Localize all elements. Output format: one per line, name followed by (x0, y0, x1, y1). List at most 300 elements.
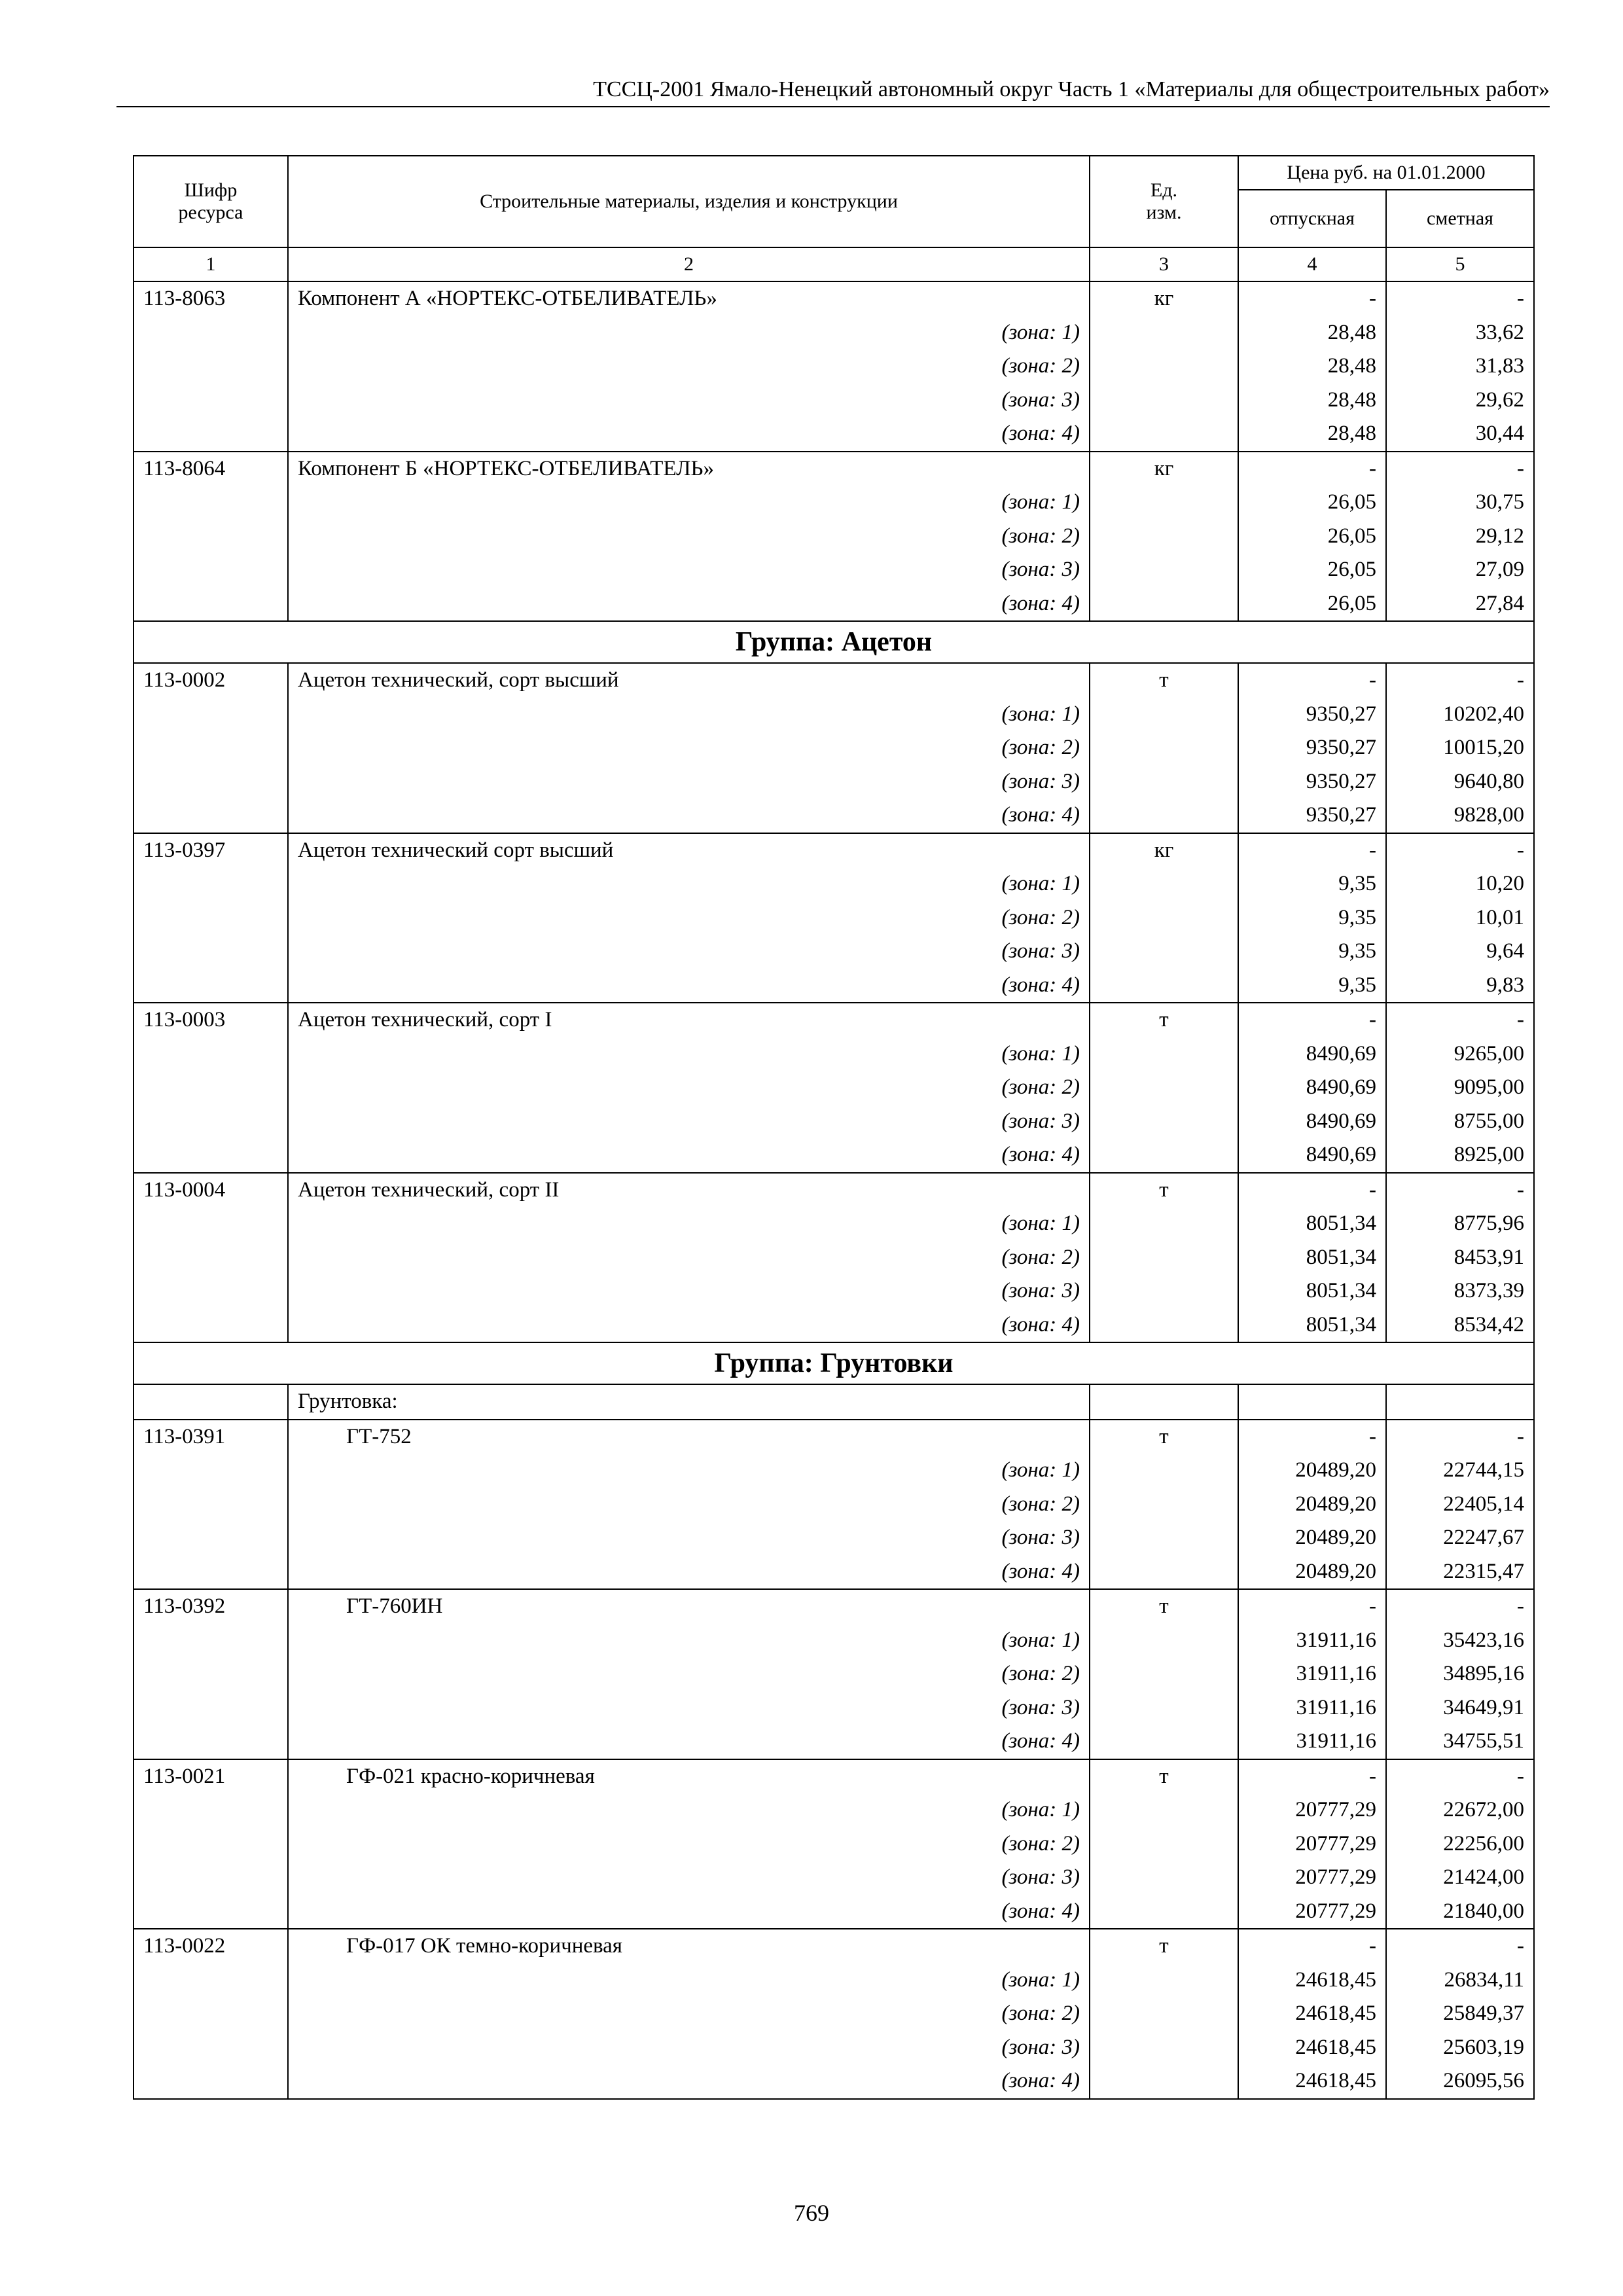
release-price: 9,35 (1238, 935, 1386, 969)
release-price: - (1238, 1173, 1386, 1208)
group-heading: Группа: Ацетон (134, 621, 1534, 663)
resource-code: 113-0397 (134, 833, 288, 868)
estimate-price: 26834,11 (1386, 1964, 1534, 1998)
cell-unit (1090, 1691, 1238, 1725)
zone-label: (зона: 2) (288, 520, 1090, 554)
cell-code (134, 1725, 288, 1759)
release-price: 24618,45 (1238, 1997, 1386, 2031)
cell-unit (1090, 1308, 1238, 1343)
estimate-price: - (1386, 1003, 1534, 1037)
unit-of-measure: т (1090, 663, 1238, 698)
cell-unit (1090, 1384, 1238, 1420)
table-row (134, 1003, 1534, 1037)
release-price: 8051,34 (1238, 1308, 1386, 1343)
cell-code (134, 1207, 288, 1241)
material-name: Ацетон технический, сорт высший (288, 663, 1090, 698)
resource-code: 113-8064 (134, 452, 288, 486)
zone-label: (зона: 4) (288, 798, 1090, 833)
header-price: Цена руб. на 01.01.2000 (1238, 156, 1534, 190)
zone-row (134, 1274, 1534, 1308)
cell-unit (1090, 350, 1238, 384)
estimate-price: 25849,37 (1386, 1997, 1534, 2031)
estimate-price: - (1386, 663, 1534, 698)
cell-unit (1090, 901, 1238, 935)
material-name: Ацетон технический сорт высший (288, 833, 1090, 868)
estimate-price: 22744,15 (1386, 1454, 1534, 1488)
estimate-price: 8755,00 (1386, 1105, 1534, 1139)
cell-code (134, 1308, 288, 1343)
estimate-price: 8534,42 (1386, 1308, 1534, 1343)
estimate-price: 10,01 (1386, 901, 1534, 935)
zone-label: (зона: 2) (288, 1997, 1090, 2031)
cell-unit (1090, 731, 1238, 765)
table-row (134, 1929, 1534, 1964)
group-heading-row (134, 1342, 1534, 1384)
zone-label: (зона: 4) (288, 969, 1090, 1003)
estimate-price: 10202,40 (1386, 698, 1534, 732)
estimate-price: 35423,16 (1386, 1624, 1534, 1658)
estimate-price: 9095,00 (1386, 1071, 1534, 1105)
zone-row (134, 1521, 1534, 1555)
zone-row (134, 867, 1534, 901)
estimate-price: 27,09 (1386, 553, 1534, 587)
zone-label: (зона: 2) (288, 1241, 1090, 1275)
zone-row (134, 1691, 1534, 1725)
cell-code (134, 1861, 288, 1895)
zone-label: (зона: 2) (288, 901, 1090, 935)
cell-unit (1090, 1895, 1238, 1929)
release-price: - (1238, 281, 1386, 316)
cell-unit (1090, 698, 1238, 732)
zone-label: (зона: 2) (288, 731, 1090, 765)
release-price: - (1238, 1589, 1386, 1624)
zone-row (134, 765, 1534, 799)
resource-code: 113-0002 (134, 663, 288, 698)
resource-code: 113-8063 (134, 281, 288, 316)
cell-code (134, 1997, 288, 2031)
cell-unit (1090, 765, 1238, 799)
release-price: 8051,34 (1238, 1241, 1386, 1275)
table-row (134, 452, 1534, 486)
release-price: 31911,16 (1238, 1657, 1386, 1691)
zone-row (134, 316, 1534, 350)
release-price: 9350,27 (1238, 765, 1386, 799)
release-price: 26,05 (1238, 520, 1386, 554)
header-release: отпускная (1238, 190, 1386, 247)
cell-unit (1090, 969, 1238, 1003)
estimate-price: 33,62 (1386, 316, 1534, 350)
table-row (134, 663, 1534, 698)
zone-label: (зона: 4) (288, 417, 1090, 452)
estimate-price: 30,75 (1386, 486, 1534, 520)
cell-unit (1090, 1793, 1238, 1827)
release-price: 31911,16 (1238, 1624, 1386, 1658)
table-body (134, 281, 1534, 2099)
release-price: 28,48 (1238, 384, 1386, 418)
unit-of-measure: кг (1090, 833, 1238, 868)
resource-code: 113-0391 (134, 1420, 288, 1454)
cell-unit (1090, 1071, 1238, 1105)
release-price: 9,35 (1238, 901, 1386, 935)
cell-unit (1090, 1827, 1238, 1861)
estimate-price: - (1386, 1929, 1534, 1964)
release-price: 24618,45 (1238, 2031, 1386, 2065)
zone-row (134, 1138, 1534, 1173)
material-name: Компонент Б «НОРТЕКС-ОТБЕЛИВАТЕЛЬ» (288, 452, 1090, 486)
header-name: Строительные материалы, изделия и конструкции (288, 156, 1090, 247)
cell-code (134, 935, 288, 969)
cell-code (134, 1827, 288, 1861)
table-row (134, 1759, 1534, 1794)
zone-row (134, 553, 1534, 587)
resource-code: 113-0022 (134, 1929, 288, 1964)
table-row (134, 1173, 1534, 1208)
resource-code: 113-0392 (134, 1589, 288, 1624)
cell-unit (1090, 1454, 1238, 1488)
zone-label: (зона: 3) (288, 2031, 1090, 2065)
cell-code (134, 2031, 288, 2065)
release-price: 26,05 (1238, 486, 1386, 520)
cell-code (134, 553, 288, 587)
zone-row (134, 1793, 1534, 1827)
zone-row (134, 1454, 1534, 1488)
cell-unit (1090, 553, 1238, 587)
estimate-price: - (1386, 1420, 1534, 1454)
cell-unit (1090, 1624, 1238, 1658)
estimate-price: 34649,91 (1386, 1691, 1534, 1725)
cell-code (134, 1488, 288, 1522)
release-price: 8490,69 (1238, 1138, 1386, 1173)
zone-row (134, 901, 1534, 935)
estimate-price: 26095,56 (1386, 2064, 1534, 2099)
estimate-price: 22672,00 (1386, 1793, 1534, 1827)
estimate-price: 8925,00 (1386, 1138, 1534, 1173)
zone-row (134, 935, 1534, 969)
zone-row (134, 1725, 1534, 1759)
page-header: ТССЦ-2001 Ямало-Ненецкий автономный округ Часть 1 «Материалы для общестроительных работ» (593, 77, 1550, 101)
release-price: 9350,27 (1238, 731, 1386, 765)
cell-code (134, 969, 288, 1003)
cell-code (134, 1657, 288, 1691)
estimate-price: 9265,00 (1386, 1037, 1534, 1071)
release-price: 9,35 (1238, 969, 1386, 1003)
cell-code (134, 486, 288, 520)
page-number: 769 (794, 2200, 829, 2226)
table-row (134, 833, 1534, 868)
release-price: - (1238, 833, 1386, 868)
zone-label: (зона: 1) (288, 486, 1090, 520)
material-name: ГФ-017 ОК темно-коричневая (288, 1929, 1090, 1964)
zone-label: (зона: 1) (288, 1454, 1090, 1488)
cell-code (134, 1071, 288, 1105)
zone-label: (зона: 2) (288, 1488, 1090, 1522)
unit-of-measure: т (1090, 1589, 1238, 1624)
estimate-price: - (1386, 1173, 1534, 1208)
cell-code (134, 1964, 288, 1998)
estimate-price: 10,20 (1386, 867, 1534, 901)
zone-row (134, 1555, 1534, 1590)
estimate-price: 8453,91 (1386, 1241, 1534, 1275)
cell-unit (1090, 587, 1238, 622)
subheading-label: Грунтовка: (288, 1384, 1090, 1420)
unit-of-measure: кг (1090, 281, 1238, 316)
cell-code (134, 1274, 288, 1308)
estimate-price: 21424,00 (1386, 1861, 1534, 1895)
release-price: 24618,45 (1238, 2064, 1386, 2099)
cell-code (134, 901, 288, 935)
release-price: 28,48 (1238, 350, 1386, 384)
cell-unit (1090, 1488, 1238, 1522)
cell-code (134, 731, 288, 765)
release-price: 20777,29 (1238, 1827, 1386, 1861)
zone-row (134, 1241, 1534, 1275)
cell-unit (1090, 1274, 1238, 1308)
estimate-price: 8373,39 (1386, 1274, 1534, 1308)
release-price: 20489,20 (1238, 1555, 1386, 1590)
estimate-price: 8775,96 (1386, 1207, 1534, 1241)
release-price: - (1238, 452, 1386, 486)
estimate-price: 22405,14 (1386, 1488, 1534, 1522)
zone-label: (зона: 4) (288, 1138, 1090, 1173)
cell-code (134, 1384, 288, 1420)
cell-code (134, 698, 288, 732)
material-name: Ацетон технический, сорт II (288, 1173, 1090, 1208)
table-row (134, 1420, 1534, 1454)
cell-code (134, 1138, 288, 1173)
zone-row (134, 2064, 1534, 2099)
estimate-price: 9,83 (1386, 969, 1534, 1003)
cell-unit (1090, 2064, 1238, 2099)
estimate-price: 9,64 (1386, 935, 1534, 969)
cell-code (134, 1793, 288, 1827)
cell-code (134, 1895, 288, 1929)
zone-label: (зона: 1) (288, 1964, 1090, 1998)
zone-row (134, 1964, 1534, 1998)
zone-row (134, 1071, 1534, 1105)
estimate-price: 34895,16 (1386, 1657, 1534, 1691)
zone-row (134, 1105, 1534, 1139)
estimate-price: 22315,47 (1386, 1555, 1534, 1590)
zone-row (134, 798, 1534, 833)
material-name: Компонент А «НОРТЕКС-ОТБЕЛИВАТЕЛЬ» (288, 281, 1090, 316)
unit-of-measure: т (1090, 1759, 1238, 1794)
cell-code (134, 1105, 288, 1139)
material-name: ГТ-752 (288, 1420, 1090, 1454)
release-price: 20777,29 (1238, 1793, 1386, 1827)
release-price: 8051,34 (1238, 1274, 1386, 1308)
release-price: 8490,69 (1238, 1071, 1386, 1105)
material-name: ГФ-021 красно-коричневая (288, 1759, 1090, 1794)
release-price: 20489,20 (1238, 1454, 1386, 1488)
cell-code (134, 2064, 288, 2099)
estimate-price: 9640,80 (1386, 765, 1534, 799)
cell-unit (1090, 1241, 1238, 1275)
cell-unit (1090, 867, 1238, 901)
cell-unit (1090, 1997, 1238, 2031)
zone-label: (зона: 1) (288, 867, 1090, 901)
release-price: 31911,16 (1238, 1725, 1386, 1759)
zone-row (134, 1895, 1534, 1929)
col-number: 5 (1386, 247, 1534, 281)
zone-label: (зона: 3) (288, 553, 1090, 587)
release-price: - (1238, 1759, 1386, 1794)
release-price: 9,35 (1238, 867, 1386, 901)
estimate-price: 21840,00 (1386, 1895, 1534, 1929)
estimate-price: 25603,19 (1386, 2031, 1534, 2065)
cell-unit (1090, 1657, 1238, 1691)
cell-unit (1090, 1521, 1238, 1555)
estimate-price: 9828,00 (1386, 798, 1534, 833)
zone-label: (зона: 3) (288, 1274, 1090, 1308)
estimate-price: - (1386, 452, 1534, 486)
subheading-row (134, 1384, 1534, 1420)
release-price: 8490,69 (1238, 1037, 1386, 1071)
zone-label: (зона: 1) (288, 316, 1090, 350)
cell-unit (1090, 486, 1238, 520)
zone-label: (зона: 4) (288, 1895, 1090, 1929)
estimate-price: 34755,51 (1386, 1725, 1534, 1759)
estimate-price: 31,83 (1386, 350, 1534, 384)
cell-code (134, 1241, 288, 1275)
release-price: 20489,20 (1238, 1488, 1386, 1522)
cell-unit (1090, 798, 1238, 833)
cell-code (134, 1555, 288, 1590)
cell-unit (1090, 1207, 1238, 1241)
zone-row (134, 1308, 1534, 1343)
header-code: Шифр ресурса (134, 156, 288, 247)
cell-unit (1090, 1725, 1238, 1759)
cell-unit (1090, 316, 1238, 350)
zone-row (134, 1207, 1534, 1241)
release-price: 9350,27 (1238, 798, 1386, 833)
release-price: 28,48 (1238, 316, 1386, 350)
group-heading: Группа: Грунтовки (134, 1342, 1534, 1384)
material-name: ГТ-760ИН (288, 1589, 1090, 1624)
material-name: Ацетон технический, сорт I (288, 1003, 1090, 1037)
cell-code (134, 587, 288, 622)
zone-label: (зона: 3) (288, 935, 1090, 969)
col-number: 2 (288, 247, 1090, 281)
col-number: 3 (1090, 247, 1238, 281)
estimate-price: 22247,67 (1386, 1521, 1534, 1555)
zone-label: (зона: 3) (288, 1521, 1090, 1555)
zone-row (134, 350, 1534, 384)
cell-code (134, 350, 288, 384)
cell-unit (1090, 1105, 1238, 1139)
unit-of-measure: т (1090, 1929, 1238, 1964)
cell-release (1238, 1384, 1386, 1420)
release-price: - (1238, 1420, 1386, 1454)
zone-row (134, 2031, 1534, 2065)
table-row (134, 1589, 1534, 1624)
zone-row (134, 969, 1534, 1003)
zone-label: (зона: 2) (288, 1071, 1090, 1105)
cell-unit (1090, 935, 1238, 969)
zone-row (134, 417, 1534, 452)
zone-label: (зона: 3) (288, 1105, 1090, 1139)
unit-of-measure: т (1090, 1003, 1238, 1037)
zone-label: (зона: 2) (288, 1657, 1090, 1691)
zone-label: (зона: 3) (288, 1691, 1090, 1725)
zone-label: (зона: 1) (288, 1793, 1090, 1827)
cell-code (134, 1691, 288, 1725)
zone-label: (зона: 1) (288, 1037, 1090, 1071)
release-price: 20489,20 (1238, 1521, 1386, 1555)
release-price: 8051,34 (1238, 1207, 1386, 1241)
zone-label: (зона: 4) (288, 1308, 1090, 1343)
release-price: 24618,45 (1238, 1964, 1386, 1998)
zone-label: (зона: 1) (288, 1624, 1090, 1658)
zone-label: (зона: 4) (288, 1555, 1090, 1590)
cell-unit (1090, 1555, 1238, 1590)
estimate-price: 29,12 (1386, 520, 1534, 554)
resource-code: 113-0003 (134, 1003, 288, 1037)
cell-code (134, 867, 288, 901)
cell-unit (1090, 1037, 1238, 1071)
price-table (133, 155, 1535, 2100)
zone-row (134, 486, 1534, 520)
cell-unit (1090, 2031, 1238, 2065)
zone-row (134, 1997, 1534, 2031)
zone-row (134, 1037, 1534, 1071)
unit-of-measure: т (1090, 1420, 1238, 1454)
group-heading-row (134, 621, 1534, 663)
zone-row (134, 698, 1534, 732)
col-number: 4 (1238, 247, 1386, 281)
cell-code (134, 417, 288, 452)
cell-unit (1090, 1964, 1238, 1998)
zone-row (134, 1657, 1534, 1691)
zone-label: (зона: 4) (288, 1725, 1090, 1759)
zone-row (134, 384, 1534, 418)
release-price: - (1238, 1929, 1386, 1964)
cell-code (134, 1521, 288, 1555)
zone-label: (зона: 3) (288, 1861, 1090, 1895)
resource-code: 113-0004 (134, 1173, 288, 1208)
header-estimate: сметная (1386, 190, 1534, 247)
cell-code (134, 1037, 288, 1071)
zone-label: (зона: 3) (288, 384, 1090, 418)
estimate-price: - (1386, 1589, 1534, 1624)
release-price: - (1238, 663, 1386, 698)
cell-code (134, 384, 288, 418)
zone-label: (зона: 4) (288, 2064, 1090, 2099)
unit-of-measure: кг (1090, 452, 1238, 486)
zone-row (134, 731, 1534, 765)
estimate-price: 30,44 (1386, 417, 1534, 452)
zone-row (134, 520, 1534, 554)
cell-unit (1090, 384, 1238, 418)
col-number: 1 (134, 247, 288, 281)
release-price: 31911,16 (1238, 1691, 1386, 1725)
zone-row (134, 1861, 1534, 1895)
unit-of-measure: т (1090, 1173, 1238, 1208)
zone-row (134, 1827, 1534, 1861)
cell-unit (1090, 520, 1238, 554)
zone-label: (зона: 2) (288, 1827, 1090, 1861)
estimate-price: - (1386, 281, 1534, 316)
release-price: - (1238, 1003, 1386, 1037)
cell-unit (1090, 1138, 1238, 1173)
estimate-price: 10015,20 (1386, 731, 1534, 765)
cell-code (134, 765, 288, 799)
cell-unit (1090, 1861, 1238, 1895)
release-price: 20777,29 (1238, 1895, 1386, 1929)
cell-code (134, 1624, 288, 1658)
release-price: 26,05 (1238, 553, 1386, 587)
estimate-price: - (1386, 833, 1534, 868)
zone-label: (зона: 1) (288, 1207, 1090, 1241)
